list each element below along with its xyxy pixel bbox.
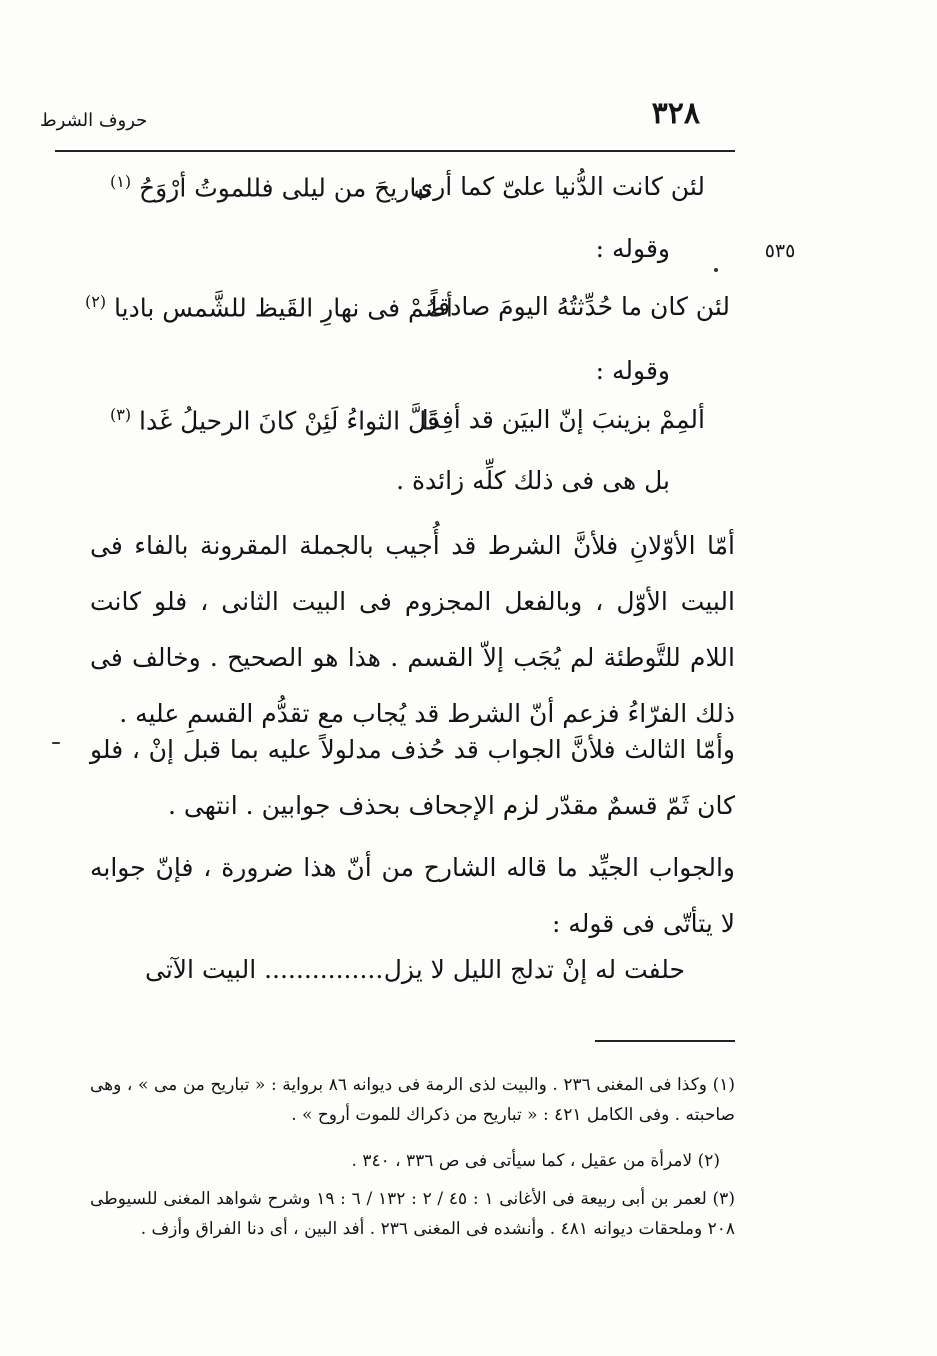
header-rule (55, 150, 735, 152)
qawluhu-label: وقوله : (595, 356, 670, 385)
verse-1-second-hemistich: تباريحَ من ليلى فللموتُ أرْوَحُ $^{(١)}$ (110, 172, 432, 203)
speck (714, 268, 718, 272)
verse-4-second-hemistich: ............... البيت الآتى (145, 955, 384, 984)
paragraph-2: وأمّا الثالث فلأنَّ الجواب قد حُذف مدلولاً عليه بما قبل إنْ ، فلو كان ثَمّ قسمٌ مقدّر لزم الإجحاف بحذف جوابين . انتهى . (90, 735, 735, 820)
verse-3-second-hemistich: قَلَّ الثواءُ لَئِنْ كانَ الرحيلُ غَدا $^{(٣)}$ (110, 405, 439, 436)
verse-3 (110, 405, 705, 445)
footnote-1: (١) وكذا فى المغنى ٢٣٦ . والبيت لذى الرمة فى ديوانه ٨٦ برواية : « تباريح من مى » ، وهى صاحبته . وفى الكامل ٤٢١ : « تباريح من ذكراك للموت أروح » . (90, 1075, 735, 1125)
text-line: بل هى فى ذلك كلِّه زائدة . (396, 466, 670, 495)
paragraph-3: والجواب الجيِّد ما قاله الشارح من أنّ هذا ضرورة ، فإنّ جوابه لا يتأتّى فى قوله : (90, 853, 735, 938)
footnote-ref-1: (١) (110, 172, 132, 191)
verse-2 (85, 292, 730, 332)
footnote-ref-3: (٣) (110, 405, 132, 424)
qawluhu-label: وقوله : (595, 234, 670, 263)
margin-number: ٥٣٥ (764, 240, 796, 262)
paragraph-1: أمّا الأوّلانِ فلأنَّ الشرط قد أُجيب بالجملة المقرونة بالفاء فى البيت الأوّل ، وبالفعل المجزوم فى البيت الثانى ، فلو كانت اللام للتَّوطئة لم يُجَب إلاّ القسم . هذا هو الصحيح . وخالف فى ذلك الفرّاءُ فزعم أنّ الشرط قد يُجاب مع تقدُّم القسمِ عليه . (90, 531, 735, 728)
speck (52, 742, 60, 744)
footnote-ref-2: (٢) (85, 292, 107, 311)
verse-4 (145, 955, 685, 995)
footnote-3: (٣) لعمر بن أبى ربيعة فى الأغانى ١ : ٤٥ / ٢ : ١٣٢ / ٦ : ١٩ وشرح شواهد المغنى للسيوطى ٢٠٨ وملحقات ديوانه ٤٨١ . وأنشده فى المغنى ٢٣٦ . أفد البين ، أى دنا الفراق وأزف . (90, 1189, 735, 1239)
verse-3-first-hemistich: ألمِمْ بزينبَ إنّ البيَن قد أفِدَا (421, 405, 705, 434)
footnote-2: (٢) لامرأة من عقيل ، كما سيأتى فى ص ٣٣٦ ، ٣٤٠ . (351, 1151, 720, 1171)
verse-2-first-hemistich: لئن كان ما حُدِّثتُهُ اليومَ صادقاً (430, 292, 730, 321)
running-title: حروف الشرط (40, 110, 148, 131)
verse-2-second-hemistich: أصُمْ فى نهارِ القَيظ للشَّمس باديا $^{(٢)}$ (85, 292, 453, 323)
footnote-rule (595, 1040, 735, 1042)
page-number: ٣٢٨ (651, 96, 700, 131)
verse-1 (110, 172, 705, 212)
verse-4-first-hemistich: حلفت له إنْ تدلج الليل لا يزل (383, 955, 685, 984)
verse-1-first-hemistich: لئن كانت الدُّنيا علىّ كما أرى (413, 172, 705, 201)
